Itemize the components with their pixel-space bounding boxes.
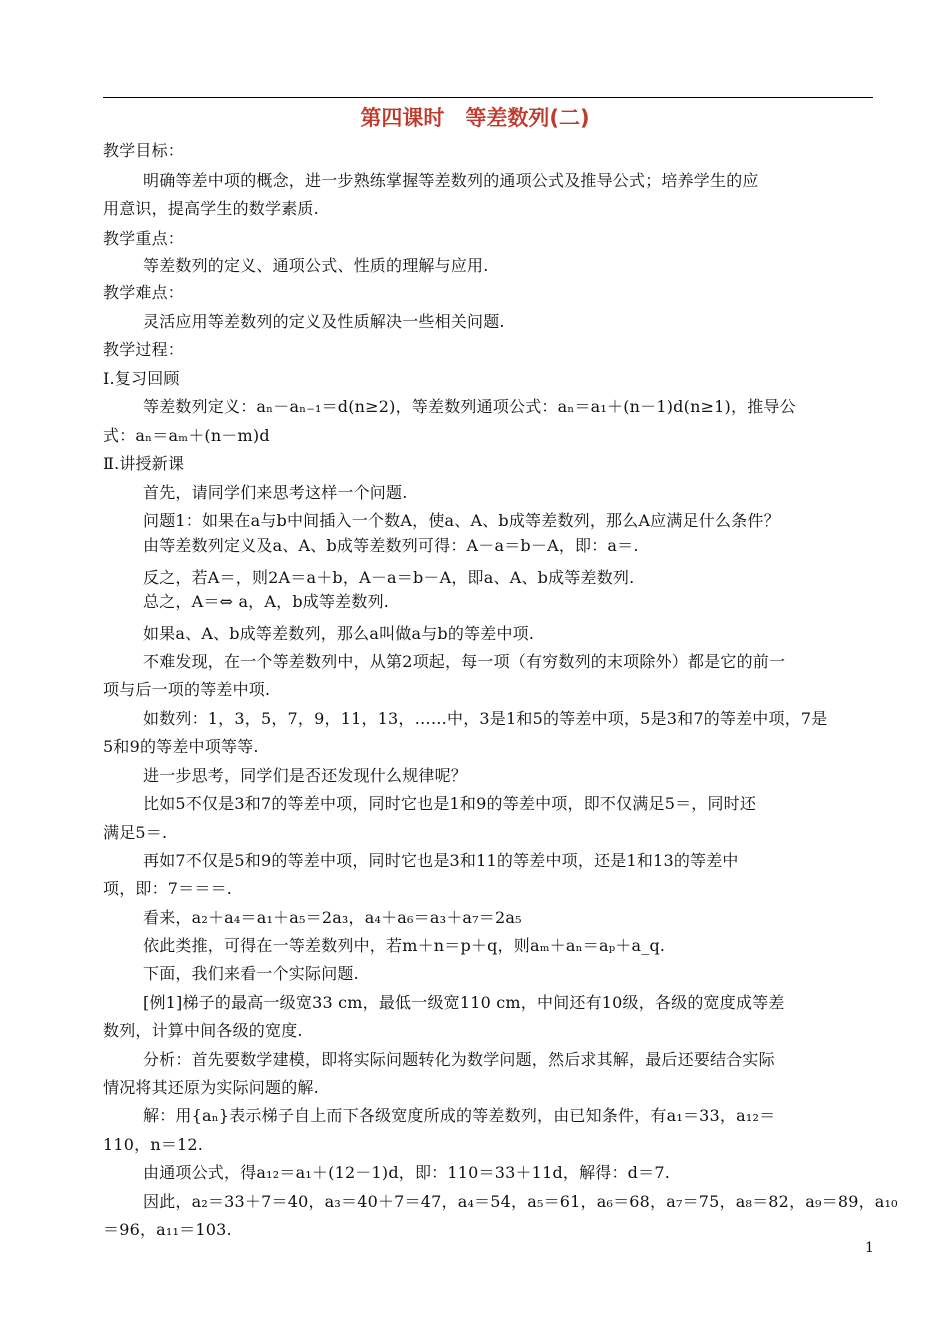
formula-line: ＝96，a₁₁＝103. xyxy=(103,1220,232,1239)
text-line: 灵活应用等差数列的定义及性质解决一些相关问题. xyxy=(143,312,505,331)
text-line: 5和9的等差中项等等. xyxy=(103,737,259,756)
formula-line: 式：aₙ＝aₘ＋(n－m)d xyxy=(103,426,270,445)
formula-line: 依此类推，可得在一等差数列中，若m＋n＝p＋q，则aₘ＋aₙ＝aₚ＋a_q. xyxy=(143,936,666,955)
text-line: 数列，计算中间各级的宽度. xyxy=(103,1021,303,1040)
text-line: 项与后一项的等差中项. xyxy=(103,680,271,699)
text-line: 再如7不仅是5和9的等差中项，同时它也是3和11的等差中项，还是1和13的等差中 xyxy=(143,851,739,870)
heading-key-points: 教学重点： xyxy=(103,229,185,248)
text-line: 满足5＝. xyxy=(103,823,168,842)
text-line: 等差数列的定义、通项公式、性质的理解与应用. xyxy=(143,256,489,275)
header-rule xyxy=(103,97,873,98)
section-new-lesson: Ⅱ.讲授新课 xyxy=(103,454,185,473)
text-line: 如数列：1，3，5，7，9，11，13，……中，3是1和5的等差中项，5是3和7的等差中项，7是 xyxy=(143,709,828,728)
text-line: 比如5不仅是3和7的等差中项，同时它也是1和9的等差中项，即不仅满足5＝，同时还 xyxy=(143,794,757,813)
text-line: 问题1：如果在a与b中间插入一个数A，使a、A、b成等差数列，那么A应满足什么条件？ xyxy=(143,511,780,530)
text-line: 明确等差中项的概念，进一步熟练掌握等差数列的通项公式及推导公式；培养学生的应 xyxy=(143,171,759,190)
text-line: 不难发现，在一个等差数列中，从第2项起，每一项（有穷数列的末项除外）都是它的前一 xyxy=(143,652,786,671)
text-line: 反之，若A＝，则2A＝a＋b，A－a＝b－A，即a、A、b成等差数列. xyxy=(143,568,635,587)
heading-difficulties: 教学难点： xyxy=(103,283,185,302)
text-line: 如果a、A、b成等差数列，那么a叫做a与b的等差中项. xyxy=(143,624,535,643)
text-line: 项，即：7＝＝＝. xyxy=(103,879,233,898)
formula-line: 解：用{aₙ}表示梯子自上而下各级宽度所成的等差数列，由已知条件，有a₁＝33，a₁₂＝ xyxy=(143,1106,776,1125)
text-line: 总之，A＝⇔ a，A，b成等差数列. xyxy=(143,592,390,611)
text-line: 分析：首先要数学建模，即将实际问题转化为数学问题，然后求其解，最后还要结合实际 xyxy=(143,1050,775,1069)
formula-line: 由通项公式，得a₁₂＝a₁＋(12－1)d，即：110＝33＋11d，解得：d＝7. xyxy=(143,1163,670,1182)
text-line: 用意识，提高学生的数学素质. xyxy=(103,199,319,218)
formula-line: 因此，a₂＝33＋7＝40，a₃＝40＋7＝47，a₄＝54，a₅＝61，a₆＝68，a₇＝75，a₈＝82，a₉＝89，a₁₀ xyxy=(143,1192,898,1211)
formula-line: 110，n＝12. xyxy=(103,1135,204,1154)
text-line: 首先，请同学们来思考这样一个问题. xyxy=(143,483,408,502)
text-line: 进一步思考，同学们是否还发现什么规律呢？ xyxy=(143,766,468,785)
formula-line: 等差数列定义：aₙ－aₙ₋₁＝d(n≥2)，等差数列通项公式：aₙ＝a₁＋(n－1)d(n≥1)，推导公 xyxy=(143,397,796,416)
page-title: 第四课时 等差数列(二) xyxy=(360,106,590,130)
text-line: 由等差数列定义及a、A、b成等差数列可得：A－a＝b－A，即：a＝. xyxy=(143,536,639,555)
section-review: Ⅰ.复习回顾 xyxy=(103,369,180,388)
heading-objectives: 教学目标： xyxy=(103,141,185,160)
heading-process: 教学过程： xyxy=(103,340,185,359)
page-number: 1 xyxy=(865,1240,874,1256)
formula-line: 看来，a₂＋a₄＝a₁＋a₅＝2a₃，a₄＋a₆＝a₃＋a₇＝2a₅ xyxy=(143,908,522,927)
example-line: [例1]梯子的最高一级宽33 cm，最低一级宽110 cm，中间还有10级，各级的宽度成等差 xyxy=(143,993,785,1012)
text-line: 下面，我们来看一个实际问题. xyxy=(143,964,359,983)
text-line: 情况将其还原为实际问题的解. xyxy=(103,1078,319,1097)
